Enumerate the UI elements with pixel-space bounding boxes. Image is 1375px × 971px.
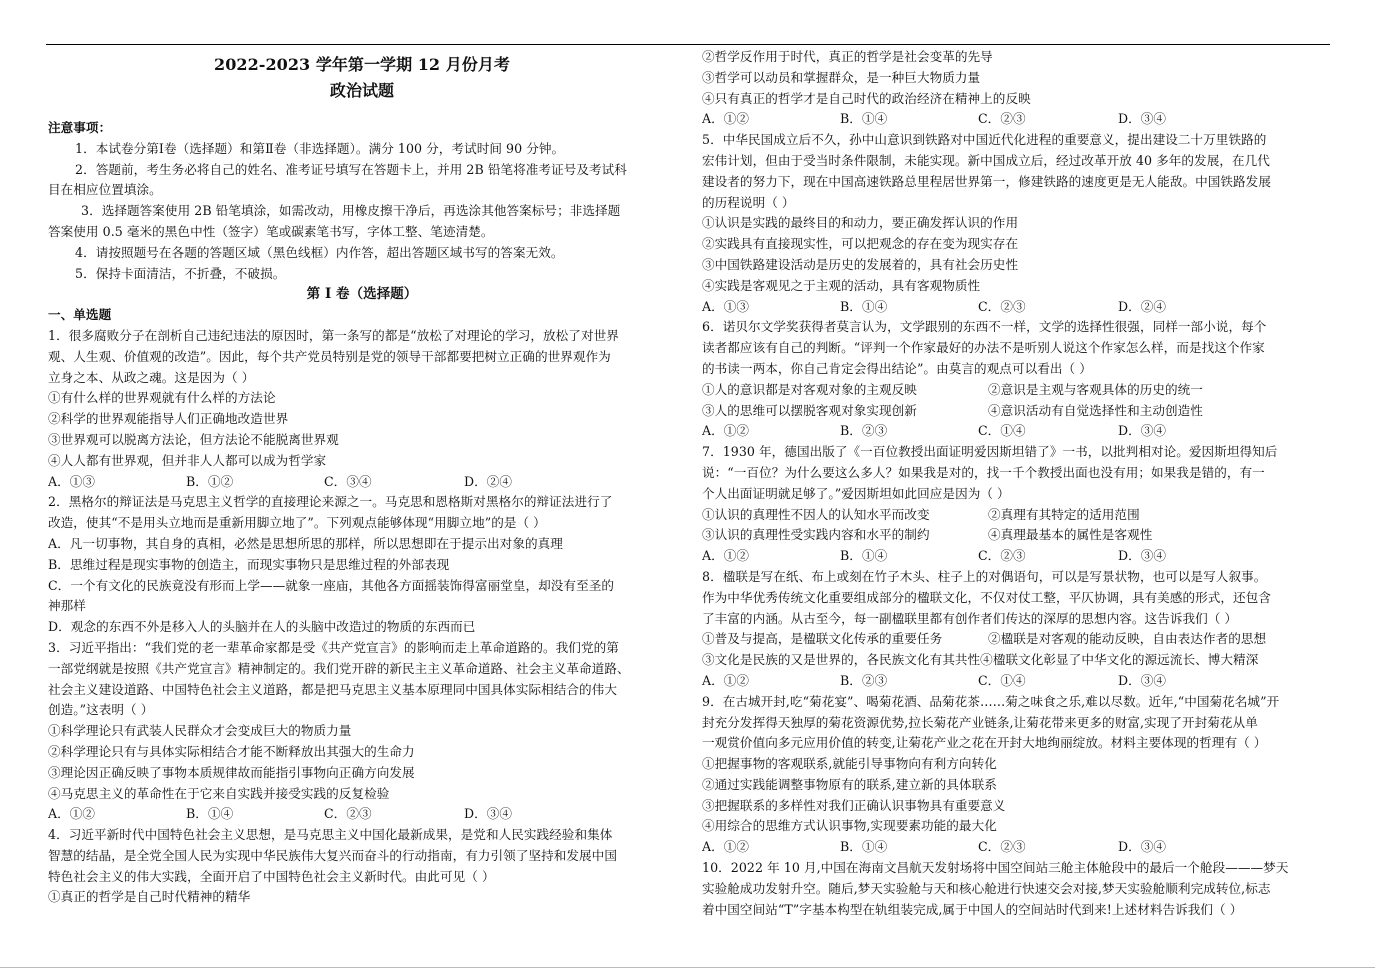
option-c: C．②③ <box>978 111 1026 127</box>
question-stem: 2．黑格尔的辩证法是马克思主义哲学的直接理论来源之一。马克思和恩格斯对黑格尔的辩证法进行了 <box>48 494 613 510</box>
question-stem: 作为中华优秀传统文化重要组成部分的楹联文化，不仅对仗工整，平仄协调，具有美感的形式，还包含 <box>702 589 1271 605</box>
option-b: B．①② <box>186 473 234 489</box>
notice-line: 3．选择题答案使用 2B 铅笔填涂，如需改动，用橡皮擦干净后，再选涂其他答案标号；非选择题 <box>81 203 621 219</box>
option-b: B．①④ <box>186 806 234 822</box>
choice-line: 神那样 <box>48 598 86 614</box>
statement-item: ②实践具有直接现实性，可以把观念的存在变为现实存在 <box>702 236 1019 252</box>
notice-line: 目在相应位置填涂。 <box>48 182 162 198</box>
option-a: A．①③ <box>702 298 750 314</box>
statement-item: ①有什么样的世界观就有什么样的方法论 <box>48 390 276 406</box>
statement-item: ①把握事物的客观联系,就能引导事物向有利方向转化 <box>702 756 997 772</box>
question-stem: 1．很多腐败分子在剖析自己违纪违法的原因时，第一条写的都是“放松了对理论的学习，放松了对世界 <box>48 327 619 343</box>
option-b: B．②③ <box>840 423 888 439</box>
question-stem: 读者都应该有自己的判断。“评判一个作家最好的办法不是听别人说这个作家怎么样，而是找这个作家 <box>702 340 1265 356</box>
option-b: B．①④ <box>840 111 888 127</box>
statement-item: ①认识的真理性不因人的认知水平而改变 <box>702 506 930 522</box>
question-stem: 8．楹联是写在纸、布上或刻在竹子木头、柱子上的对偶语句，可以是写景状物，也可以是写人叙事。 <box>702 568 1267 584</box>
statement-pair <box>702 401 1330 422</box>
statement-item: ④楹联文化彰显了中华文化的源远流长、博大精深 <box>980 652 1259 668</box>
question-stem: 建设者的努力下，现在中国高速铁路总里程居世界第一，修建铁路的速度更是无人能敌。中国铁路发展 <box>702 173 1271 189</box>
option-d: D．③④ <box>1118 672 1167 688</box>
question-stem: 说：“一百位？为什么要这么多人？如果我是对的，找一千个教授出面也没有用；如果我是错的，有一 <box>702 464 1265 480</box>
option-c: C．②③ <box>978 548 1026 564</box>
question-stem: 的书读一两本，你自己肯定会得出结论”。由莫言的观点可以看出（ ） <box>702 360 1092 376</box>
option-d: D．③④ <box>1118 548 1167 564</box>
statement-item: ③理论因正确反映了事物本质规律故而能指引事物向正确方向发展 <box>48 764 415 780</box>
statement-item: ①真正的哲学是自己时代精神的精华 <box>48 889 251 905</box>
question-stem: 实验舱成功发射升空。随后,梦天实验舱与天和核心舱进行快速交会对接,梦天实验舱顺利完成转位,标志 <box>702 880 1271 896</box>
question-stem: 立身之本、从政之魂。这是因为（ ） <box>48 369 255 385</box>
statement-item: ③世界观可以脱离方法论，但方法论不能脱离世界观 <box>48 431 339 447</box>
option-c: C．①④ <box>978 423 1026 439</box>
statement-item: ④意识活动有自觉选择性和主动创造性 <box>988 402 1203 418</box>
statement-item: ①人的意识都是对客观对象的主观反映 <box>702 381 917 397</box>
option-d: D．③④ <box>1118 111 1167 127</box>
question-stem: 智慧的结晶，是全党全国人民为实现中华民族伟大复兴而奋斗的行动指南，有力引领了坚持和发展中国 <box>48 847 617 863</box>
question-stem: 6．诺贝尔文学奖获得者莫言认为，文学跟别的东西不一样，文学的选择性很强，同样一部小说，每个 <box>702 319 1267 335</box>
statement-item: ①科学理论只有武装人民群众才会变成巨大的物质力量 <box>48 723 352 739</box>
option-b: B．①④ <box>840 298 888 314</box>
answer-options <box>48 472 676 493</box>
section-title: 第 I 卷（选择题） <box>306 286 418 303</box>
statement-pair <box>702 505 1330 526</box>
option-a: A．①② <box>702 423 750 439</box>
option-a: A．①② <box>702 839 750 855</box>
option-d: D．③④ <box>464 806 513 822</box>
left-column <box>48 50 676 908</box>
question-stem: 7．1930 年，德国出版了《一百位教授出面证明爱因斯坦错了》一书，以批判相对论。爱因斯坦得知后 <box>702 444 1278 460</box>
question-5 <box>702 130 1330 317</box>
question-stem: 封充分发挥得天独厚的菊花资源优势,拉长菊花产业链条,让菊花带来更多的财富,实现了开封菊花从单 <box>702 714 1258 730</box>
question-stem: 一观赏价值向多元应用价值的转变,让菊花产业之花在开封大地绚丽绽放。材料主要体现的哲理有（ ） <box>702 735 1267 751</box>
option-b: B．①④ <box>840 839 888 855</box>
statement-pair <box>702 650 1330 671</box>
statement-item: ②科学理论只有与具体实际相结合才能不断释放出其强大的生命力 <box>48 743 415 759</box>
answer-options <box>702 837 1330 858</box>
statement-item: ④用综合的思维方式认识事物,实现要素功能的最大化 <box>702 818 997 834</box>
exam-title: 2022-2023 学年第一学期 12 月份月考 <box>214 55 510 74</box>
question-9 <box>702 692 1330 858</box>
statement-item: ②哲学反作用于时代，真正的哲学是社会变革的先导 <box>702 49 993 64</box>
option-c: C．①④ <box>978 672 1026 688</box>
notice-line: 2．答题前，考生务必将自己的姓名、准考证号填写在答题卡上，并用 2B 铅笔将准考证号及考试科 <box>75 161 627 177</box>
statement-item: ③文化是民族的又是世界的，各民族文化有其共性 <box>702 652 981 668</box>
question-10 <box>702 858 1330 920</box>
question-stem: 一部党纲就是按照《共产党宣言》精神制定的。我们党开辟的新民主主义革命道路、社会主义革命道路、 <box>48 660 630 676</box>
question-4-continued <box>702 47 1330 130</box>
option-d: D．②④ <box>1118 298 1167 314</box>
statement-item: ②楹联是对客观的能动反映，自由表达作者的思想 <box>988 631 1267 647</box>
question-stem: 9．在古城开封,吃“菊花宴”、喝菊花酒、品菊花茶……菊之味食之乐,难以尽数。近年,“中国菊花名城”开 <box>702 693 1280 709</box>
option-a: A．①③ <box>48 473 96 489</box>
notice-line: 4．请按照题号在各题的答题区域（黑色线框）内作答，超出答题区域书写的答案无效。 <box>75 244 564 260</box>
option-b: B．②③ <box>840 672 888 688</box>
notice-line: 答案使用 0.5 毫米的黑色中性（签字）笔或碳素笔书写，字体工整、笔迹清楚。 <box>48 223 494 239</box>
question-1 <box>48 326 676 492</box>
option-c: C．③④ <box>324 473 372 489</box>
option-b: B．①④ <box>840 548 888 564</box>
statement-item: ③哲学可以动员和掌握群众，是一种巨大物质力量 <box>702 69 981 85</box>
option-c: C．②③ <box>324 806 372 822</box>
notice-line: 1．本试卷分第Ⅰ卷（选择题）和第Ⅱ卷（非选择题）。满分 100 分，考试时间 90 分钟。 <box>75 140 565 156</box>
statement-item: ④实践是客观见之于主观的活动，具有客观物质性 <box>702 277 981 293</box>
header-rule <box>46 44 1330 45</box>
statement-item: ③认识的真理性受实践内容和水平的制约 <box>702 527 930 543</box>
statement-item: ②真理有其特定的适用范围 <box>988 506 1140 522</box>
statement-item: ①普及与提高，是楹联文化传承的重要任务 <box>702 631 943 647</box>
question-stem: 特色社会主义的伟大实践，全面开启了中国特色社会主义新时代。由此可见（ ） <box>48 868 495 884</box>
answer-options <box>702 109 1330 130</box>
option-d: D．③④ <box>1118 423 1167 439</box>
option-d: D．③④ <box>1118 839 1167 855</box>
statement-item: ③中国铁路建设活动是历史的发展着的，具有社会历史性 <box>702 256 1019 272</box>
choice-line: C．一个有文化的民族竟没有形而上学——就象一座庙，其他各方面摇装饰得富丽堂皇，却没有至圣的 <box>48 577 615 593</box>
choice-line: B．思维过程是现实事物的创造主，而现实事物只是思维过程的外部表现 <box>48 556 450 572</box>
answer-options <box>702 671 1330 692</box>
option-d: D．②④ <box>464 473 513 489</box>
question-4 <box>48 825 676 908</box>
statement-item: ④马克思主义的革命性在于它来自实践并接受实践的反复检验 <box>48 785 390 801</box>
statement-item: ④真理最基本的属性是客观性 <box>988 527 1153 543</box>
answer-options <box>702 546 1330 567</box>
question-stem: 改造，使其“不是用头立地而是重新用脚立地了”。下列观点能够体现“用脚立地”的是（ ） <box>48 515 546 531</box>
question-stem: 4．习近平新时代中国特色社会主义思想，是马克思主义中国化最新成果，是党和人民实践经验和集体 <box>48 827 613 843</box>
part-title: 一、单选题 <box>48 307 112 323</box>
exam-subtitle: 政治试题 <box>329 81 395 100</box>
notice-heading: 注意事项： <box>48 120 112 135</box>
right-column <box>702 47 1330 920</box>
question-3 <box>48 638 676 825</box>
answer-options <box>48 804 676 825</box>
question-7 <box>702 442 1330 567</box>
question-stem: 5．中华民国成立后不久，孙中山意识到铁路对中国近代化进程的重要意义，提出建设二十万里铁路的 <box>702 132 1267 148</box>
option-a: A．①② <box>702 672 750 688</box>
statement-item: ③把握联系的多样性对我们正确认识事物具有重要意义 <box>702 797 1006 813</box>
notice-line: 5．保持卡面清洁，不折叠，不破损。 <box>75 265 286 281</box>
option-a: A．①② <box>702 548 750 564</box>
statement-item: ④只有真正的哲学才是自己时代的政治经济在精神上的反映 <box>702 90 1031 106</box>
question-stem: 个人出面证明就足够了。”爱因斯坦如此回应是因为（ ） <box>702 485 1010 501</box>
question-stem: 社会主义建设道路、中国特色社会主义道路，都是把马克思主义基本原理同中国具体实际相结合的伟大 <box>48 681 617 697</box>
option-a: A．①② <box>702 111 750 127</box>
question-stem: 3．习近平指出：“我们党的老一辈革命家都是受《共产党宣言》的影响而走上革命道路的。我们党的第 <box>48 639 619 655</box>
statement-item: ①认识是实践的最终目的和动力，要正确发挥认识的作用 <box>702 215 1019 231</box>
statement-item: ④人人都有世界观，但并非人人都可以成为哲学家 <box>48 452 327 468</box>
question-stem: 的历程说明（ ） <box>702 194 795 210</box>
question-stem: 创造。”这表明（ ） <box>48 702 154 718</box>
question-stem: 10．2022 年 10 月,中国在海南文昌航天发射场将中国空间站三舱主体舱段中的最后一个舱段———梦天 <box>702 860 1289 876</box>
question-stem: 了丰富的内涵。从古至今，每一副楹联里都有创作者们传达的深厚的思想内容。这告诉我们（ ） <box>702 610 1238 626</box>
question-stem: 宏伟计划，但由于受当时条件限制，未能实现。新中国成立后，经过改革开放 40 多年的发展，在几代 <box>702 152 1270 168</box>
question-8 <box>702 567 1330 692</box>
answer-options <box>702 421 1330 442</box>
option-c: C．②③ <box>978 298 1026 314</box>
answer-options <box>702 297 1330 318</box>
choice-line: A．凡一切事物，其自身的真相，必然是思想所思的那样，所以思想即在于提示出对象的真理 <box>48 535 563 551</box>
option-a: A．①② <box>48 806 96 822</box>
statement-item: ③人的思维可以摆脱客观对象实现创新 <box>702 402 917 418</box>
question-stem: 着中国空间站“T”字基本构型在轨组装完成,属于中国人的空间站时代到来!上述材料告诉我们（ ） <box>702 901 1243 917</box>
statement-pair <box>702 629 1330 650</box>
option-c: C．②③ <box>978 839 1026 855</box>
statement-item: ②意识是主观与客观具体的历史的统一 <box>988 381 1203 397</box>
statement-pair <box>702 525 1330 546</box>
statement-item: ②科学的世界观能指导人们正确地改造世界 <box>48 411 289 427</box>
choice-line: D．观念的东西不外是移入人的头脑并在人的头脑中改造过的物质的东西而已 <box>48 619 476 635</box>
statement-item: ②通过实践能调整事物原有的联系,建立新的具体联系 <box>702 776 997 792</box>
statement-pair <box>702 380 1330 401</box>
question-6 <box>702 317 1330 442</box>
question-stem: 观、人生观、价值观的改造”。因此，每个共产党员特别是党的领导干部都要把树立正确的世界观作为 <box>48 348 611 364</box>
page-bottom-edge <box>0 967 1375 968</box>
question-2 <box>48 492 676 638</box>
